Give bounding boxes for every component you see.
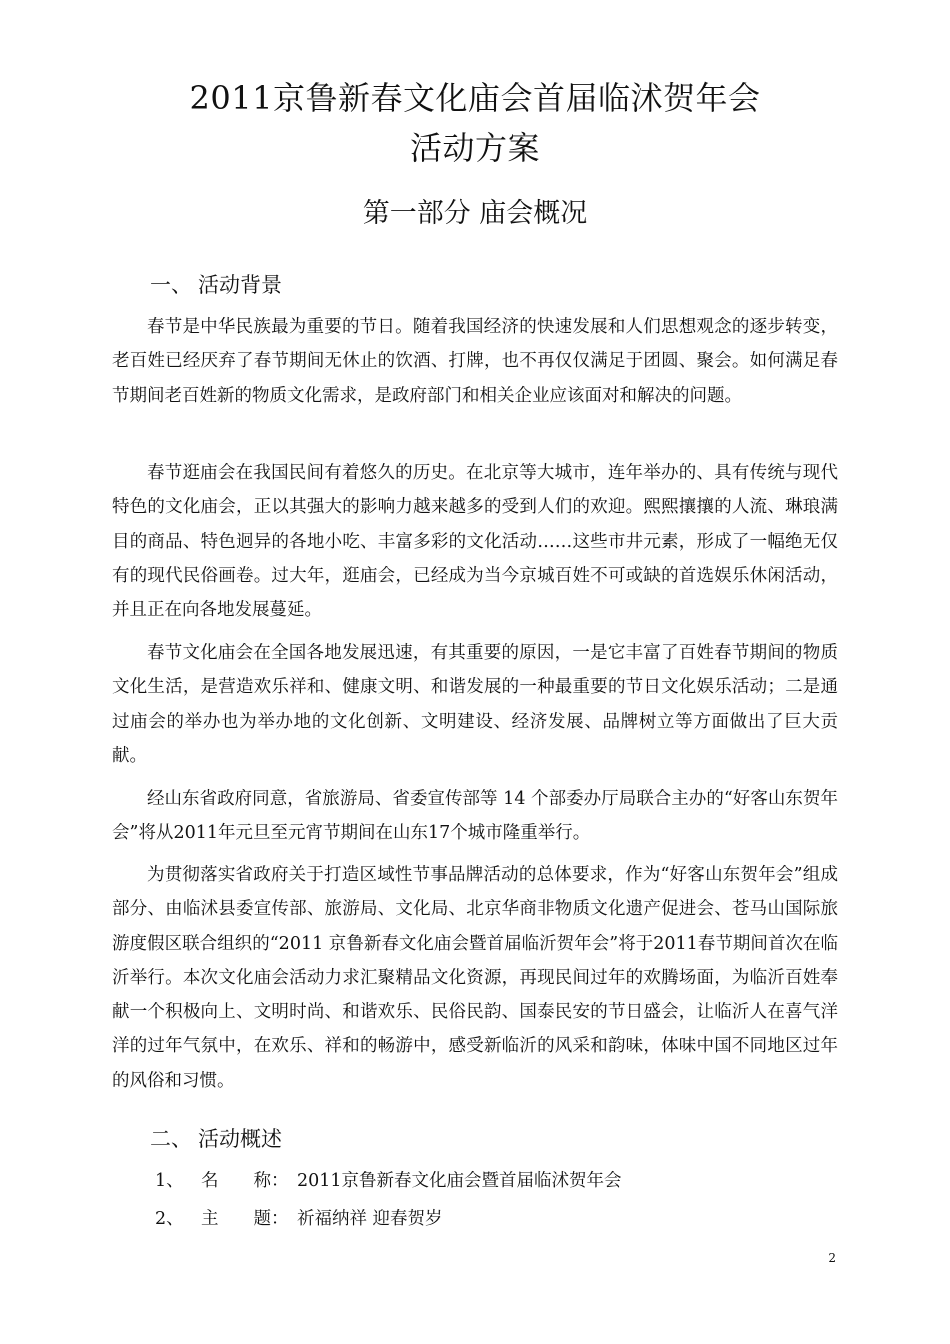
paragraph: 春节是中华民族最为重要的节日。随着我国经济的快速发展和人们思想观念的逐步转变，老百姓已经厌弃了春节期间无休止的饮酒、打牌，也不再仅仅满足于团圆、聚会。如何满足春节期间老百姓新的物质文化需求，是政府部门和相关企业应该面对和解决的问题。 bbox=[112, 317, 838, 406]
paragraph: 春节文化庙会在全国各地发展迅速，有其重要的原因，一是它丰富了百姓春节期间的物质文化生活，是营造欢乐祥和、健康文明、和谐发展的一种最重要的节日文化娱乐活动；二是通过庙会的举办也为举办地的文化创新、文明建设、经济发展、品牌树立等方面做出了巨大贡献。 bbox=[112, 643, 838, 766]
section-number: 一、 bbox=[150, 273, 192, 297]
section-number: 二、 bbox=[150, 1127, 192, 1151]
item-value: 祈福纳祥 迎春贺岁 bbox=[297, 1209, 443, 1229]
paragraph: 春节逛庙会在我国民间有着悠久的历史。在北京等大城市，连年举办的、具有传统与现代特色的文化庙会，正以其强大的影响力越来越多的受到人们的欢迎。熙熙攘攘的人流、琳琅满目的商品、特色迥异的各地小吃、丰富多彩的文化活动……这些市井元素，形成了一幅绝无仅有的现代民俗画卷。过大年，逛庙会，已经成为当今京城百姓不可或缺的首选娱乐休闲活动，并且正在向各地发展蔓延。 bbox=[112, 463, 838, 621]
section-heading-overview bbox=[150, 1124, 282, 1154]
item-value: 2011京鲁新春文化庙会暨首届临沭贺年会 bbox=[297, 1171, 622, 1191]
section-title: 活动概述 bbox=[198, 1127, 282, 1151]
paragraph: 为贯彻落实省政府关于打造区域性节事品牌活动的总体要求，作为“好客山东贺年会”组成部分、由临沭县委宣传部、旅游局、文化局、北京华商非物质文化遗产促进会、苍马山国际旅游度假区联合组织的“2011 京鲁新春文化庙会暨首届临沂贺年会”将于2011春节期间首次在临沂举行。本次文化庙会活动力求汇聚精品文化资源，再现民间过年的欢腾场面，为临沂百姓奉献一个积极向上、文明时尚、和谐欢乐、民俗民韵、国泰民安的节日盛会，让临沂人在喜气洋洋的过年气氛中，在欢乐、祥和的畅游中，感受新临沂的风采和韵味，体味中国不同地区过年的风俗和习惯。 bbox=[112, 865, 838, 1091]
document-title-line-2: 活动方案 bbox=[409, 129, 540, 167]
item-number: 1、 bbox=[155, 1171, 184, 1191]
document-title-line-1: 2011京鲁新春文化庙会首届临沭贺年会 bbox=[189, 79, 761, 117]
section-title: 活动背景 bbox=[198, 273, 282, 297]
overview-item-theme bbox=[155, 1204, 443, 1234]
page-number: 2 bbox=[828, 1251, 836, 1265]
item-label: 名 称： bbox=[201, 1171, 289, 1191]
item-number: 2、 bbox=[155, 1209, 184, 1229]
section-heading-background bbox=[150, 270, 282, 300]
part-heading: 第一部分 庙会概况 bbox=[362, 198, 588, 229]
paragraph: 经山东省政府同意，省旅游局、省委宣传部等 14 个部委办厅局联合主办的“好客山东贺年会”将从2011年元旦至元宵节期间在山东17个城市隆重举行。 bbox=[112, 789, 838, 844]
item-label: 主 题： bbox=[201, 1209, 289, 1229]
overview-item-name bbox=[155, 1166, 622, 1196]
